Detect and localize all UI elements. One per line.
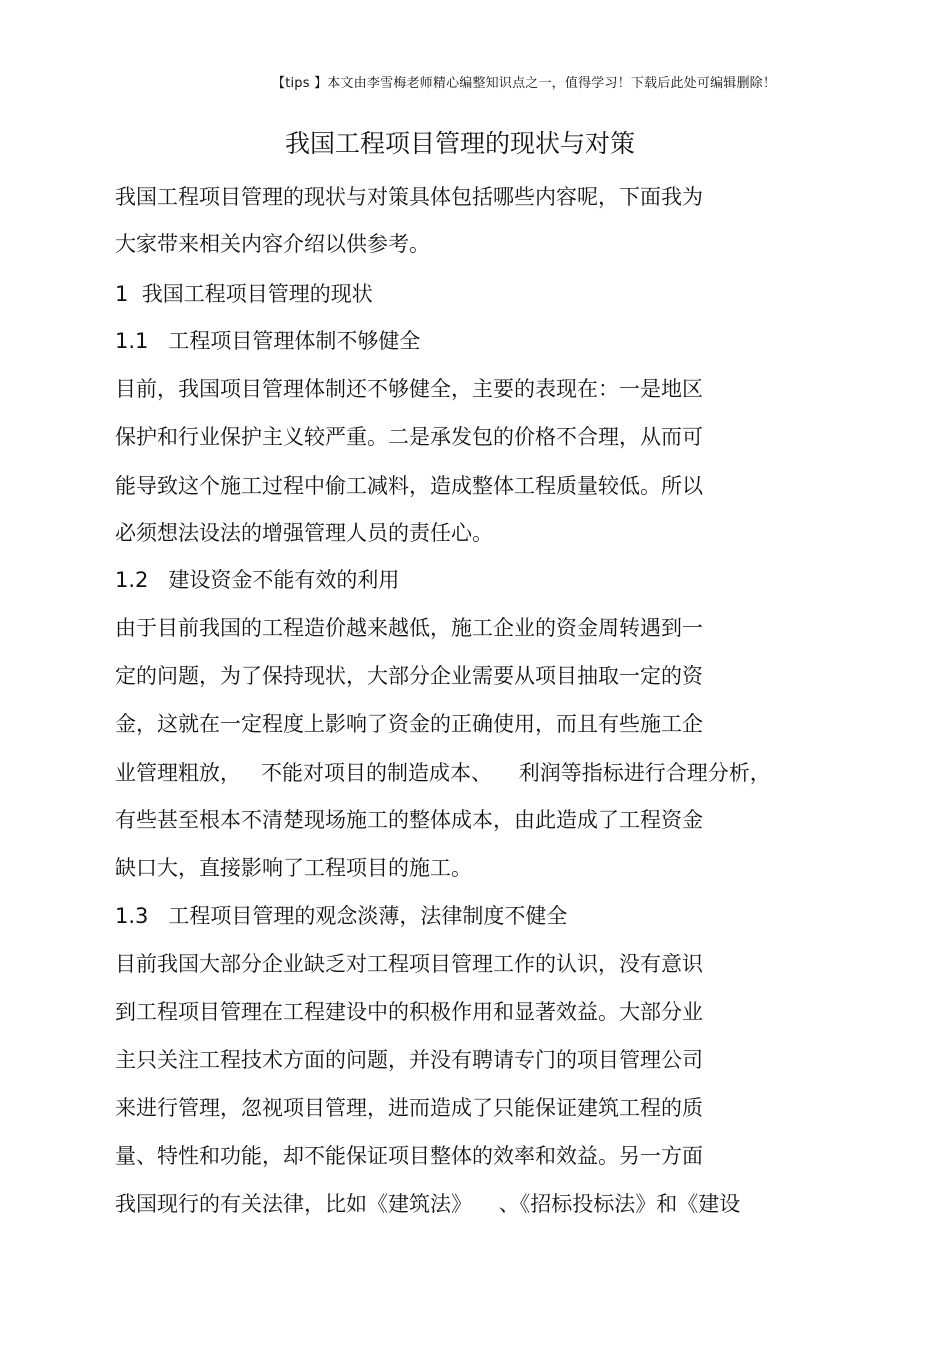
body-line: 我国工程项目管理的现状与对策具体包括哪些内容呢，下面我为: [115, 185, 703, 209]
body-line: 来进行管理，忽视项目管理，进而造成了只能保证建筑工程的质: [115, 1096, 703, 1120]
section-heading: 1 我国工程项目管理的现状: [115, 282, 373, 306]
body-line: 缺口大，直接影响了工程项目的施工。: [115, 856, 472, 880]
section-heading: 1.2 建设资金不能有效的利用: [115, 568, 400, 592]
body-line: 保护和行业保护主义较严重。二是承发包的价格不合理，从而可: [115, 425, 703, 449]
page-title: 我国工程项目管理的现状与对策: [284, 129, 635, 158]
body-line: 量、特性和功能，却不能保证项目整体的效率和效益。另一方面: [115, 1144, 703, 1168]
body-line: 由于目前我国的工程造价越来越低，施工企业的资金周转遇到一: [115, 616, 703, 640]
body-line: 必须想法设法的增强管理人员的责任心。: [115, 521, 493, 545]
body-line: 能导致这个施工过程中偷工减料，造成整体工程质量较低。所以: [115, 474, 703, 498]
body-line: 金，这就在一定程度上影响了资金的正确使用，而且有些施工企: [115, 712, 703, 736]
body-line: 定的问题，为了保持现状，大部分企业需要从项目抽取一定的资: [115, 664, 703, 688]
body-line: 有些甚至根本不清楚现场施工的整体成本，由此造成了工程资金: [115, 808, 703, 832]
section-heading: 1.3 工程项目管理的观念淡薄，法律制度不健全: [115, 904, 568, 928]
body-line: 到工程项目管理在工程建设中的积极作用和显著效益。大部分业: [115, 1000, 703, 1024]
body-line: 目前我国大部分企业缺乏对工程项目管理工作的认识，没有意识: [115, 952, 703, 976]
body-line: 我国现行的有关法律，比如《建筑法》 、《招标投标法》和《建设: [115, 1192, 741, 1216]
body-line: 业管理粗放， 不能对项目的制造成本、 利润等指标进行合理分析，: [115, 761, 771, 785]
body-line: 大家带来相关内容介绍以供参考。: [115, 232, 430, 256]
body-line: 目前，我国项目管理体制还不够健全，主要的表现在：一是地区: [115, 377, 703, 401]
tips-banner: 【tips 】本文由李雪梅老师精心编整知识点之一，值得学习！下载后此处可编辑删除！: [272, 76, 777, 91]
body-line: 主只关注工程技术方面的问题，并没有聘请专门的项目管理公司: [115, 1048, 703, 1072]
section-heading: 1.1 工程项目管理体制不够健全: [115, 329, 421, 353]
